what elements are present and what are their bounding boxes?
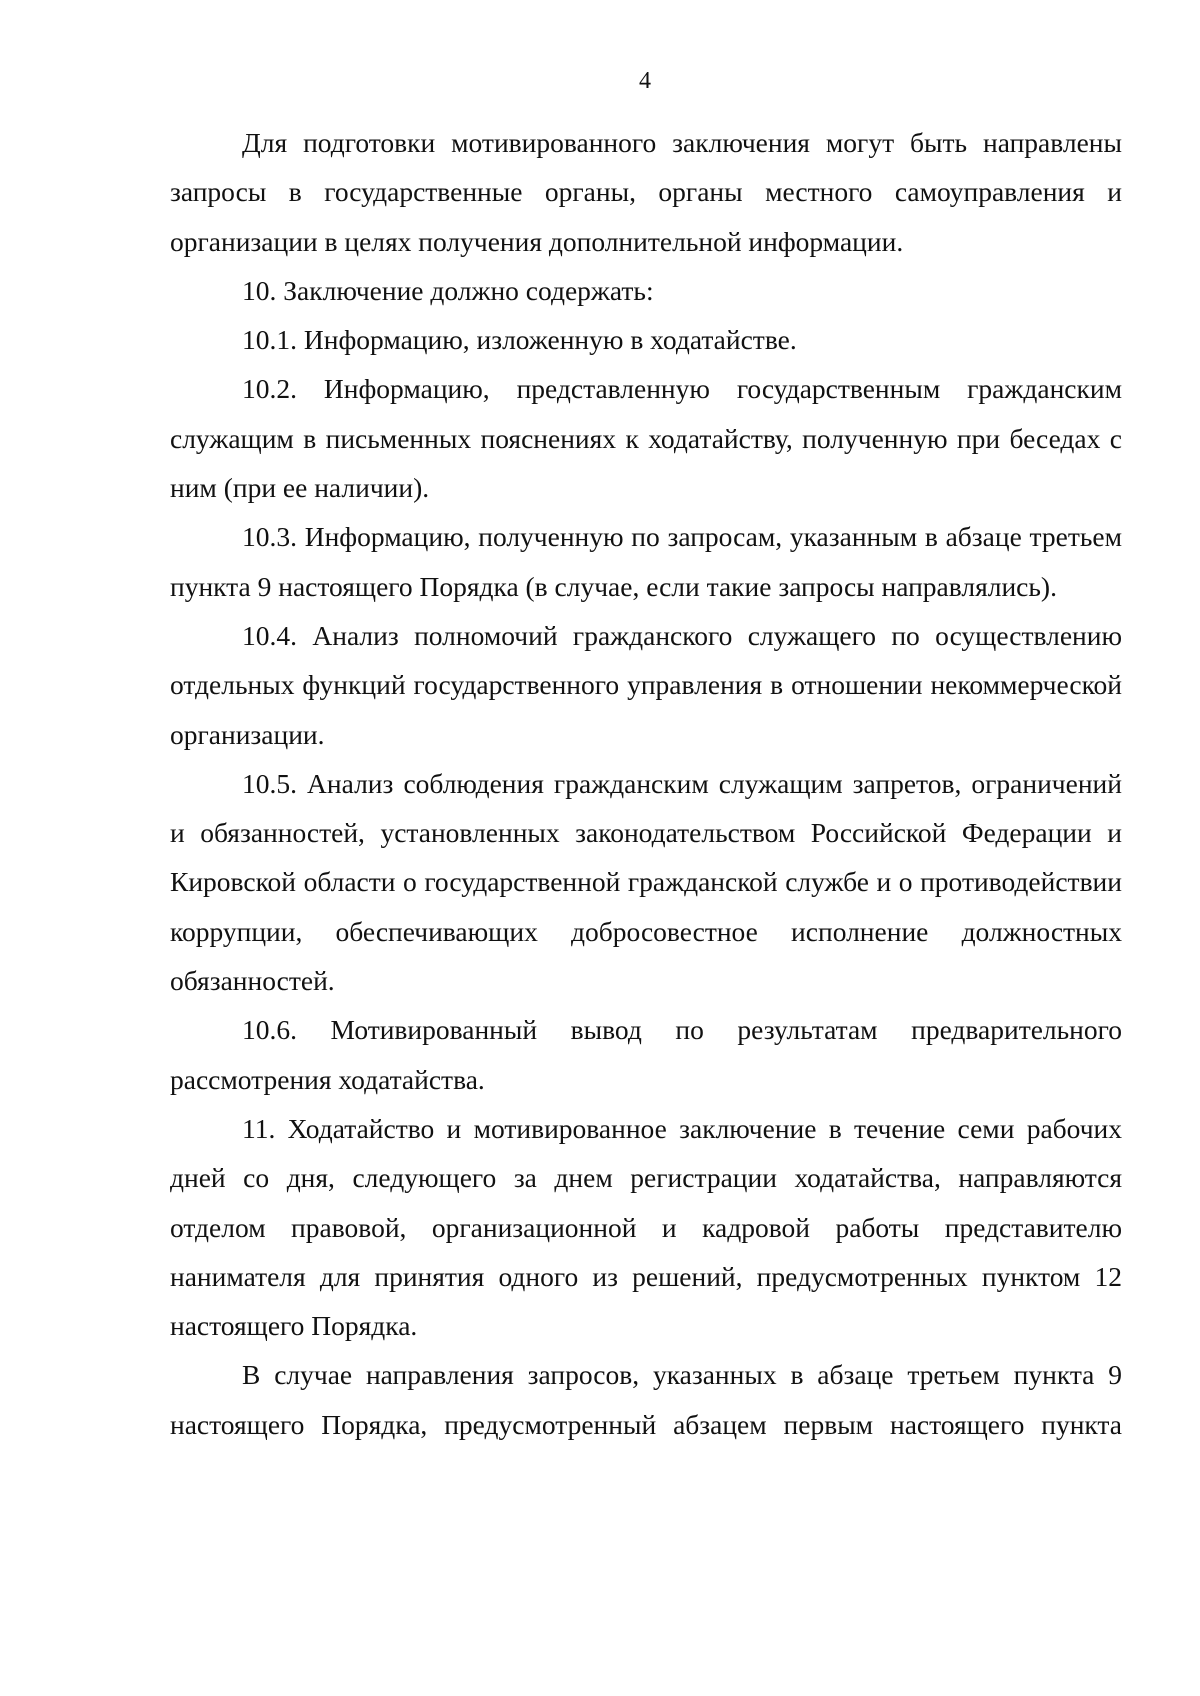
paragraph: Для подготовки мотивированного заключения могут быть направлены запросы в государственные органы, органы местного самоуправления и организации в целях получения дополнительной информации.: [170, 127, 1122, 257]
paragraph: 10.2. Информацию, представленную государственным гражданским служащим в письменных пояснениях к ходатайству, полученную при беседах с ним (при ее наличии).: [170, 373, 1122, 504]
paragraph: 10.3. Информацию, полученную по запросам, указанным в абзаце третьем пункта 9 настоящего Порядка (в случае, если такие запросы направлялись).: [170, 521, 1122, 602]
page-number: 4: [639, 68, 651, 94]
paragraph: 10.1. Информацию, изложенную в ходатайстве.: [242, 324, 797, 356]
paragraph: 10.5. Анализ соблюдения гражданским служащим запретов, ограничений и обязанностей, установленных законодательством Российской Федерации и Кировской области о государственной гражданской службе и о противодействии коррупции, обеспечивающих добросовестное исполнение должностных обязанностей.: [170, 767, 1122, 997]
paragraph: 10. Заключение должно содержать:: [242, 274, 654, 306]
paragraph: 10.4. Анализ полномочий гражданского служащего по осуществлению отдельных функций государственного управления в отношении некоммерческой организации.: [170, 619, 1122, 750]
paragraph: 11. Ходатайство и мотивированное заключение в течение семи рабочих дней со дня, следующего за днем регистрации ходатайства, направляются отделом правовой, организационной и кадровой работы представителю нанимателя для принятия одного из решений, предусмотренных пунктом 12 настоящего Порядка.: [170, 1112, 1122, 1342]
paragraph: В случае направления запросов, указанных в абзаце третьем пункта 9 настоящего Порядка, предусмотренный абзацем первым настоящего пункта: [170, 1359, 1122, 1440]
paragraph: 10.6. Мотивированный вывод по результатам предварительного рассмотрения ходатайства.: [170, 1014, 1122, 1095]
document-body: [170, 118, 1122, 1449]
